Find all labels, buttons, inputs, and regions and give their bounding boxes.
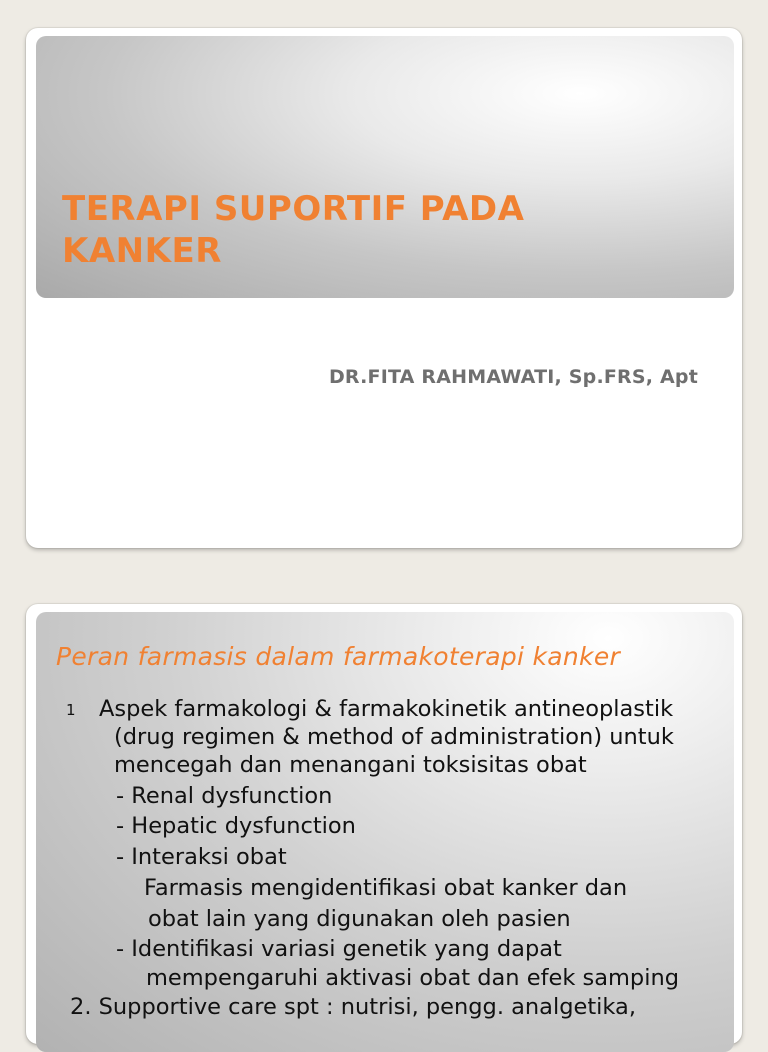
slide-title-line-1: TERAPI SUPORTIF PADA: [62, 189, 525, 229]
title-slide: [26, 28, 742, 548]
bullet-line: 2. Supportive care spt : nutrisi, pengg. analgetika,: [70, 994, 636, 1020]
bullet-line: Aspek farmakologi & farmakokinetik antineoplastik: [99, 696, 674, 722]
bullet-line: (drug regimen & method of administration) untuk: [114, 724, 674, 750]
bullet-line: - Hepatic dysfunction: [116, 813, 356, 839]
bullet-line: obat lain yang digunakan oleh pasien: [148, 906, 571, 932]
bullet-line: - Renal dysfunction: [116, 783, 333, 809]
author-subtitle: DR.FITA RAHMAWATI, Sp.FRS, Apt: [328, 366, 698, 388]
slide-title: [62, 188, 702, 272]
item-number: 1: [66, 701, 76, 719]
slide-title-line-2: KANKER: [62, 231, 222, 271]
content-slide-title: Peran farmasis dalam farmakoterapi kanker: [56, 642, 621, 671]
bullet-line: Farmasis mengidentifikasi obat kanker dan: [144, 875, 628, 901]
bullet-line: mencegah dan menangani toksisitas obat: [114, 752, 587, 778]
bullet-line: mempengaruhi aktivasi obat dan efek samping: [146, 965, 680, 991]
bullet-line: - Identifikasi variasi genetik yang dapat: [116, 936, 562, 962]
bullet-line: - Interaksi obat: [116, 844, 287, 870]
content-slide: [26, 604, 742, 1044]
